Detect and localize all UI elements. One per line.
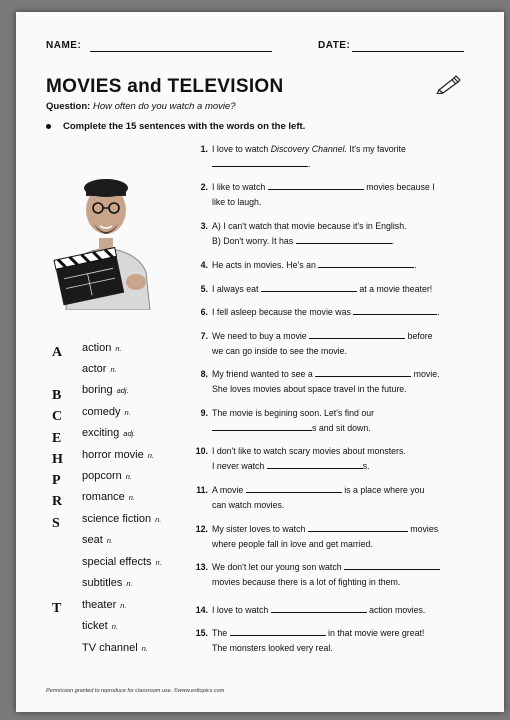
vocab-item: [82, 406, 131, 418]
sentence-2: [192, 180, 472, 210]
instruction-text: Complete the 15 sentences with the words on the left.: [63, 121, 306, 132]
vocab-item: [82, 577, 133, 589]
footer-permission: Permission granted to reproduce for classroom use. ©www.esltopics.com: [46, 688, 225, 694]
vocab-word: action: [82, 342, 112, 354]
sentence-text: action movies.: [366, 605, 426, 615]
answer-blank[interactable]: [271, 603, 367, 613]
sentence-italic-text: Discovery Channel.: [270, 144, 347, 154]
sentence-10: [192, 444, 472, 474]
letter-b: B: [52, 388, 62, 403]
sentence-14: [192, 603, 472, 618]
sentence-text: It's my favorite: [346, 144, 406, 154]
pencil-icon: [436, 74, 462, 94]
worksheet-title: MOVIES and TELEVISION: [46, 76, 284, 97]
sentence-text: movies because I: [363, 182, 435, 192]
vocab-item: [82, 363, 117, 375]
answer-blank[interactable]: [268, 180, 364, 190]
sentence-text: movies because there is a lot of fighting in them.: [212, 577, 401, 587]
vocab-pos: adj.: [123, 429, 136, 438]
instruction: [46, 121, 305, 132]
sentence-text: can watch movies.: [212, 500, 285, 510]
vocab-item: [82, 449, 154, 461]
vocab-pos: n.: [115, 344, 122, 353]
sentence-text: We need to buy a movie: [212, 331, 310, 341]
letter-s: S: [52, 516, 60, 531]
sentence-number: 1.: [200, 144, 208, 154]
sentence-9: [192, 406, 472, 436]
bullet-icon: [46, 124, 51, 129]
letter-p: P: [52, 473, 61, 488]
letter-h: H: [52, 452, 63, 467]
vocab-pos: n.: [155, 558, 162, 567]
vocab-pos: n.: [128, 493, 136, 502]
sentence-text: .: [414, 260, 417, 270]
sentence-text: in that movie were great!: [325, 628, 425, 638]
sentence-text: movie.: [411, 369, 440, 379]
answer-blank[interactable]: [315, 367, 411, 377]
vocab-word: subtitles: [82, 577, 123, 589]
letter-t: T: [52, 601, 62, 616]
sentence-11: [192, 483, 472, 513]
question-text: How often do you watch a movie?: [92, 101, 236, 112]
sentence-text: The movie is begining soon. Let's find our: [212, 408, 375, 418]
sentence-number: 6.: [200, 307, 208, 317]
vocab-word: popcorn: [82, 470, 122, 482]
sentence-text: I don't like to watch scary movies about monsters.: [212, 446, 406, 456]
sentence-text: I always eat: [212, 284, 261, 294]
sentence-number: 7.: [200, 331, 208, 341]
answer-blank[interactable]: [261, 282, 357, 292]
sentence-text: My friend wanted to see a: [212, 369, 316, 379]
sentence-text: .: [437, 307, 440, 317]
vocab-word: romance: [82, 491, 125, 503]
vocab-pos: n.: [110, 365, 117, 374]
letter-c: C: [52, 409, 63, 424]
sentence-number: 15.: [195, 628, 208, 638]
sentence-15: [192, 626, 472, 656]
vocab-word: actor: [82, 363, 107, 375]
vocab-word: theater: [82, 599, 117, 611]
sentence-text: I love to watch: [212, 605, 271, 615]
vocab-word: exciting: [82, 427, 120, 439]
vocab-item: [82, 470, 132, 482]
sentence-number: 13.: [195, 562, 208, 572]
letter-r: R: [52, 494, 63, 509]
vocab-item: [82, 620, 118, 632]
sentence-text: is a place where you: [341, 485, 425, 495]
vocab-pos: n.: [126, 579, 133, 588]
answer-blank[interactable]: [212, 157, 311, 169]
sentence-1: [192, 142, 472, 172]
answer-blank[interactable]: [267, 459, 363, 469]
sentence-number: 9.: [200, 408, 208, 418]
vocab-item: [82, 599, 127, 611]
sentence-3: [192, 219, 472, 249]
director-with-clapperboard-image: [46, 160, 166, 310]
sentence-number: 4.: [200, 260, 208, 270]
sentence-text: I love to watch: [212, 144, 271, 154]
sentence-text: before: [405, 331, 433, 341]
vocab-item: [82, 342, 122, 354]
vocab-word: horror movie: [82, 449, 144, 461]
vocab-word: ticket: [82, 620, 108, 632]
sentence-text: .: [308, 159, 311, 169]
vocab-item: [82, 534, 113, 546]
answer-blank[interactable]: [318, 258, 417, 270]
sentence-7: [192, 329, 472, 359]
sentence-number: 12.: [195, 524, 208, 534]
vocab-word: science fiction: [82, 513, 152, 525]
answer-blank[interactable]: [296, 234, 395, 246]
vocab-word: boring: [82, 384, 113, 396]
answer-blank[interactable]: [308, 522, 408, 532]
letter-a: A: [52, 345, 63, 360]
letter-e: E: [52, 431, 62, 446]
sentence-text: A movie: [212, 485, 246, 495]
sentence-number: 11.: [196, 485, 208, 495]
vocab-item: [82, 642, 148, 654]
question-label: Question:: [46, 101, 91, 112]
vocab-pos: n.: [147, 451, 155, 460]
sentence-text: We don't let our young son watch: [212, 562, 345, 572]
vocab-word: special effects: [82, 556, 152, 568]
sentence-text: like to laugh.: [212, 197, 262, 207]
date-label: DATE:: [318, 40, 351, 51]
question: [46, 101, 236, 112]
sentence-4: [192, 258, 472, 273]
sentence-number: 5.: [200, 284, 208, 294]
sentence-text: I like to watch: [212, 182, 268, 192]
sentence-text: My sister loves to watch: [212, 524, 308, 534]
vocab-pos: n.: [111, 622, 118, 631]
sentence-number: 8.: [200, 369, 208, 379]
sentence-text: where people fall in love and get married.: [212, 539, 373, 549]
answer-blank[interactable]: [230, 626, 326, 636]
name-label: NAME:: [46, 40, 82, 51]
vocab-word: seat: [82, 534, 103, 546]
vocab-pos: n.: [141, 644, 148, 653]
sentence-text: .: [391, 236, 395, 246]
sentence-text: She loves movies about space travel in the future.: [212, 384, 407, 394]
sentence-text: The monsters looked very real.: [212, 643, 333, 653]
sentence-6: [192, 305, 472, 320]
vocab-pos: n.: [120, 601, 127, 610]
vocab-item: [82, 556, 162, 568]
vocab-item: [82, 491, 135, 503]
sentence-number: 3.: [200, 221, 208, 231]
sentence-13: [192, 560, 472, 590]
sentence-12: [192, 522, 472, 552]
sentence-text: s and sit down.: [312, 423, 371, 433]
vocab-item: [82, 427, 135, 439]
sentence-8: [192, 367, 472, 397]
sentence-text: I never watch: [212, 461, 267, 471]
sentence-number: 10.: [195, 446, 208, 456]
sentence-5: [192, 282, 472, 297]
sentence-text: He acts in movies. He's an: [212, 260, 319, 270]
vocab-word: TV channel: [82, 642, 138, 654]
sentence-number: 14.: [195, 605, 208, 615]
answer-blank[interactable]: [309, 329, 405, 339]
date-field[interactable]: [352, 51, 464, 52]
worksheet-page: [16, 12, 504, 712]
sentence-text: movies: [407, 524, 439, 534]
vocab-pos: n.: [106, 536, 114, 545]
vocab-pos: adj.: [116, 386, 129, 395]
answer-blank[interactable]: [212, 421, 312, 431]
sentence-text: A) I can't watch that movie because it's in English.: [212, 221, 407, 231]
sentence-text: at a movie theater!: [356, 284, 433, 294]
vocab-pos: n.: [124, 408, 131, 417]
name-field[interactable]: [90, 51, 272, 52]
sentence-text: I fell asleep because the movie was: [212, 307, 354, 317]
vocab-word: comedy: [82, 406, 121, 418]
sentence-text: s.: [362, 461, 370, 471]
vocab-item: [82, 384, 129, 396]
sentence-text: B) Don't worry. It has: [212, 236, 296, 246]
answer-blank[interactable]: [344, 560, 440, 570]
vocab-pos: n.: [155, 515, 162, 524]
answer-blank[interactable]: [246, 483, 342, 493]
sentence-text: we can go inside to see the movie.: [212, 346, 347, 356]
sentence-text: The: [212, 628, 230, 638]
answer-blank[interactable]: [353, 305, 440, 317]
vocab-pos: n.: [125, 472, 133, 481]
vocab-item: [82, 513, 161, 525]
sentence-number: 2.: [200, 182, 208, 192]
